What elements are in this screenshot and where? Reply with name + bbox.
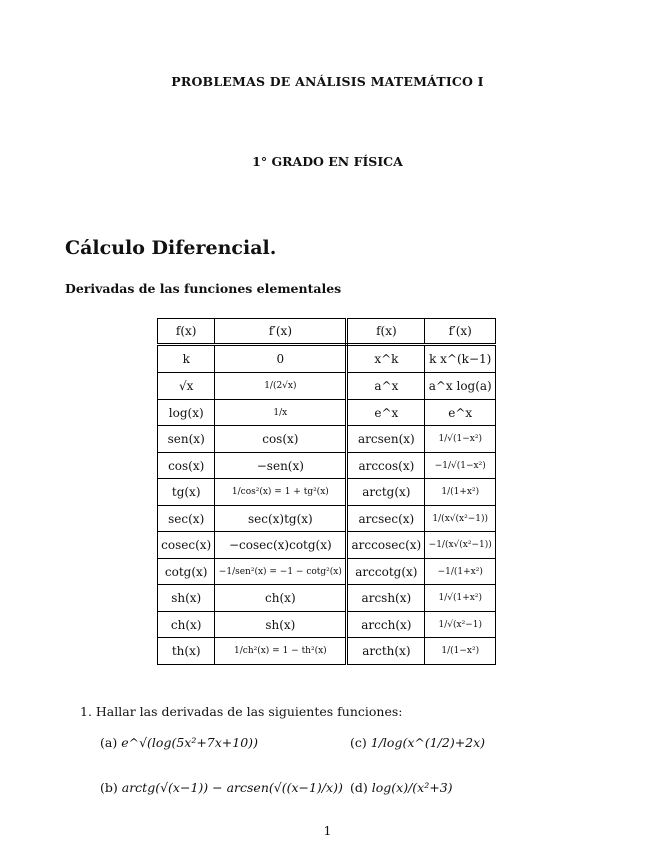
table-cell: a^x log(a) xyxy=(425,373,496,400)
table-row xyxy=(158,611,496,638)
table-cell: sh(x) xyxy=(158,585,215,612)
table-header-cell: f′(x) xyxy=(215,319,347,345)
table-cell: −sen(x) xyxy=(215,452,347,479)
table-cell: 1/(1+x²) xyxy=(425,479,496,506)
derivatives-table xyxy=(157,318,496,665)
table-row xyxy=(158,505,496,532)
exercise-item-c xyxy=(350,735,485,750)
item-label: (d) xyxy=(350,780,368,795)
table-cell: tg(x) xyxy=(158,479,215,506)
page-number: 1 xyxy=(323,823,332,838)
exercise-item-d xyxy=(350,780,453,795)
table-cell: th(x) xyxy=(158,638,215,665)
table-cell: 0 xyxy=(215,345,347,373)
table-cell: arccosec(x) xyxy=(347,532,425,559)
table-row xyxy=(158,479,496,506)
table-cell: cosec(x) xyxy=(158,532,215,559)
table-cell: sec(x) xyxy=(158,505,215,532)
table-cell: 1/√(1−x²) xyxy=(425,426,496,453)
table-row xyxy=(158,585,496,612)
item-expression: 1/log(x^(1/2)+2x) xyxy=(370,735,486,750)
table-cell: a^x xyxy=(347,373,425,400)
table-cell: arccotg(x) xyxy=(347,558,425,585)
table-cell: log(x) xyxy=(158,399,215,426)
table-cell: 1/(1−x²) xyxy=(425,638,496,665)
exercise-item-a xyxy=(100,735,258,750)
table-header-cell: f(x) xyxy=(158,319,215,345)
table-cell: ch(x) xyxy=(215,585,347,612)
table-cell: 1/√(1+x²) xyxy=(425,585,496,612)
table-cell: 1/x xyxy=(215,399,347,426)
table-cell: 1/√(x²−1) xyxy=(425,611,496,638)
table-cell: k x^(k−1) xyxy=(425,345,496,373)
table-cell: x^k xyxy=(347,345,425,373)
item-expression: arctg(√(x−1)) − arcsen(√((x−1)/x)) xyxy=(121,780,343,795)
table-header-row xyxy=(158,319,496,345)
table-row xyxy=(158,532,496,559)
item-label: (c) xyxy=(350,735,367,750)
table-cell: arcsen(x) xyxy=(347,426,425,453)
page-title: PROBLEMAS DE ANÁLISIS MATEMÁTICO I xyxy=(171,74,484,89)
table-cell: 1/ch²(x) = 1 − th²(x) xyxy=(215,638,347,665)
table-cell: 1/(2√x) xyxy=(215,373,347,400)
table-cell: −1/(1+x²) xyxy=(425,558,496,585)
item-label: (b) xyxy=(100,780,118,795)
table-cell: 1/cos²(x) = 1 + tg²(x) xyxy=(215,479,347,506)
table-cell: e^x xyxy=(425,399,496,426)
table-cell: −cosec(x)cotg(x) xyxy=(215,532,347,559)
table-cell: arcsec(x) xyxy=(347,505,425,532)
table-cell: −1/(x√(x²−1)) xyxy=(425,532,496,559)
item-expression: e^√(log(5x²+7x+10)) xyxy=(121,735,258,750)
table-cell: sen(x) xyxy=(158,426,215,453)
item-label: (a) xyxy=(100,735,118,750)
table-header-cell: f′(x) xyxy=(425,319,496,345)
table-cell: sh(x) xyxy=(215,611,347,638)
item-expression: log(x)/(x²+3) xyxy=(371,780,453,795)
table-row xyxy=(158,373,496,400)
table-cell: arccos(x) xyxy=(347,452,425,479)
table-cell: k xyxy=(158,345,215,373)
subsection-title: Derivadas de las funciones elementales xyxy=(65,281,342,296)
table-row xyxy=(158,558,496,585)
table-row xyxy=(158,345,496,373)
section-title: Cálculo Diferencial. xyxy=(65,237,277,259)
table-cell: arcth(x) xyxy=(347,638,425,665)
page-subtitle: 1° GRADO EN FÍSICA xyxy=(252,154,403,169)
exercise-intro: 1. Hallar las derivadas de las siguientes funciones: xyxy=(80,704,403,719)
table-cell: √x xyxy=(158,373,215,400)
table-cell: arcch(x) xyxy=(347,611,425,638)
table-cell: cotg(x) xyxy=(158,558,215,585)
table-cell: arcsh(x) xyxy=(347,585,425,612)
table-row xyxy=(158,399,496,426)
table-row xyxy=(158,452,496,479)
table-row xyxy=(158,426,496,453)
table-row xyxy=(158,638,496,665)
table-header-cell: f(x) xyxy=(347,319,425,345)
exercise-item-b xyxy=(100,780,343,795)
table-cell: −1/sen²(x) = −1 − cotg²(x) xyxy=(215,558,347,585)
table-cell: 1/(x√(x²−1)) xyxy=(425,505,496,532)
table-cell: ch(x) xyxy=(158,611,215,638)
table-cell: −1/√(1−x²) xyxy=(425,452,496,479)
table-cell: arctg(x) xyxy=(347,479,425,506)
table-cell: e^x xyxy=(347,399,425,426)
table-cell: cos(x) xyxy=(215,426,347,453)
table-cell: cos(x) xyxy=(158,452,215,479)
table-cell: sec(x)tg(x) xyxy=(215,505,347,532)
